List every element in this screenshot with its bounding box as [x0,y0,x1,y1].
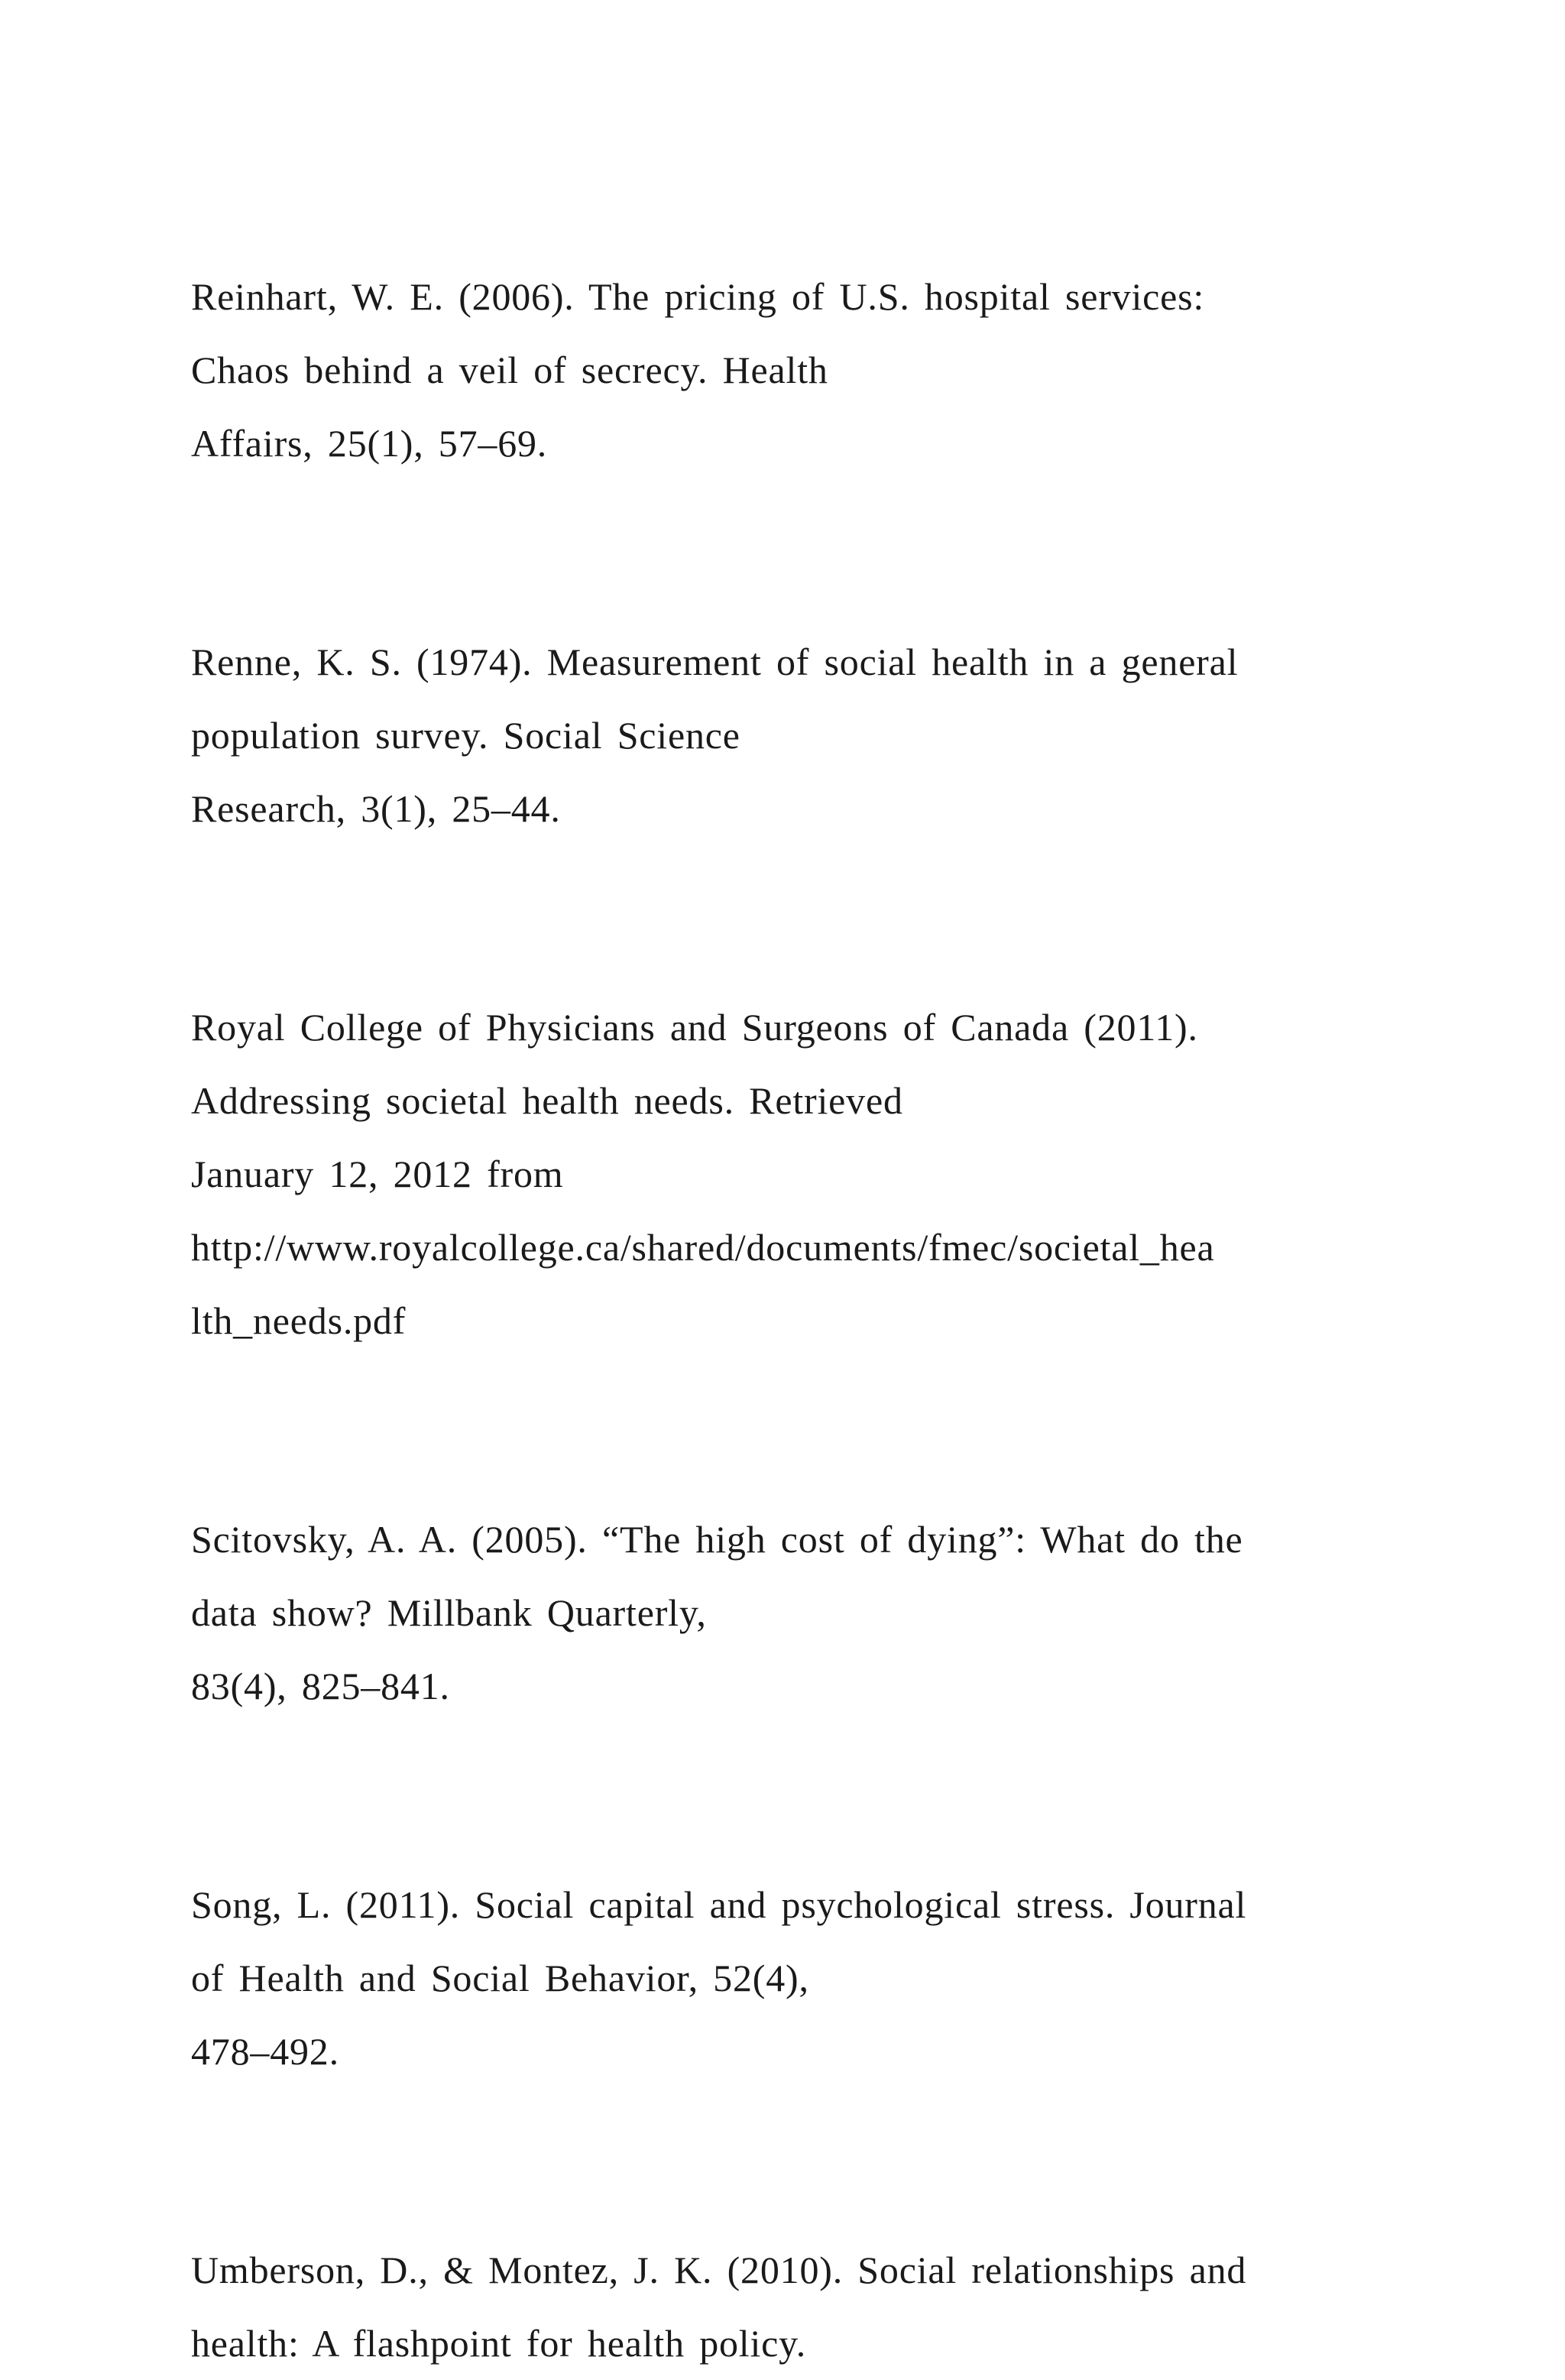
reference-line: 478–492. [191,2030,339,2073]
reference-entry-reinhart [191,260,1383,480]
reference-url-line: http://www.royalcollege.ca/shared/documents/fmec/societal_hea [191,1226,1215,1269]
reference-line: health: A flashpoint for health policy. [191,2322,807,2365]
reference-entry-royal-college [191,991,1383,1357]
reference-line: Royal College of Physicians and Surgeons of Canada (2011). [191,1006,1198,1049]
reference-entry-scitovsky [191,1503,1383,1723]
reference-line: 83(4), 825–841. [191,1665,450,1707]
reference-line: Addressing societal health needs. Retrieved [191,1079,903,1122]
reference-entry-renne [191,625,1383,845]
reference-line: of Health and Social Behavior, 52(4), [191,1957,809,1999]
reference-line: data show? Millbank Quarterly, [191,1591,707,1634]
reference-line: Chaos behind a veil of secrecy. Health [191,349,828,391]
reference-line: Research, 3(1), 25–44. [191,787,561,830]
reference-line: Song, L. (2011). Social capital and psychological stress. Journal [191,1883,1247,1926]
reference-line: Affairs, 25(1), 57–69. [191,422,548,465]
reference-line: January 12, 2012 from [191,1153,564,1195]
reference-entry-song [191,1868,1383,2088]
reference-line: Umberson, D., & Montez, J. K. (2010). Social relationships and [191,2249,1247,2291]
reference-line: population survey. Social Science [191,714,740,757]
reference-url-line: lth_needs.pdf [191,1299,407,1342]
reference-list [191,260,1383,2380]
reference-line: Renne, K. S. (1974). Measurement of social health in a general [191,640,1239,683]
reference-line: Scitovsky, A. A. (2005). “The high cost of dying”: What do the [191,1518,1243,1561]
reference-entry-umberson [191,2233,1383,2380]
reference-line: Reinhart, W. E. (2006). The pricing of U.S. hospital services: [191,275,1205,318]
